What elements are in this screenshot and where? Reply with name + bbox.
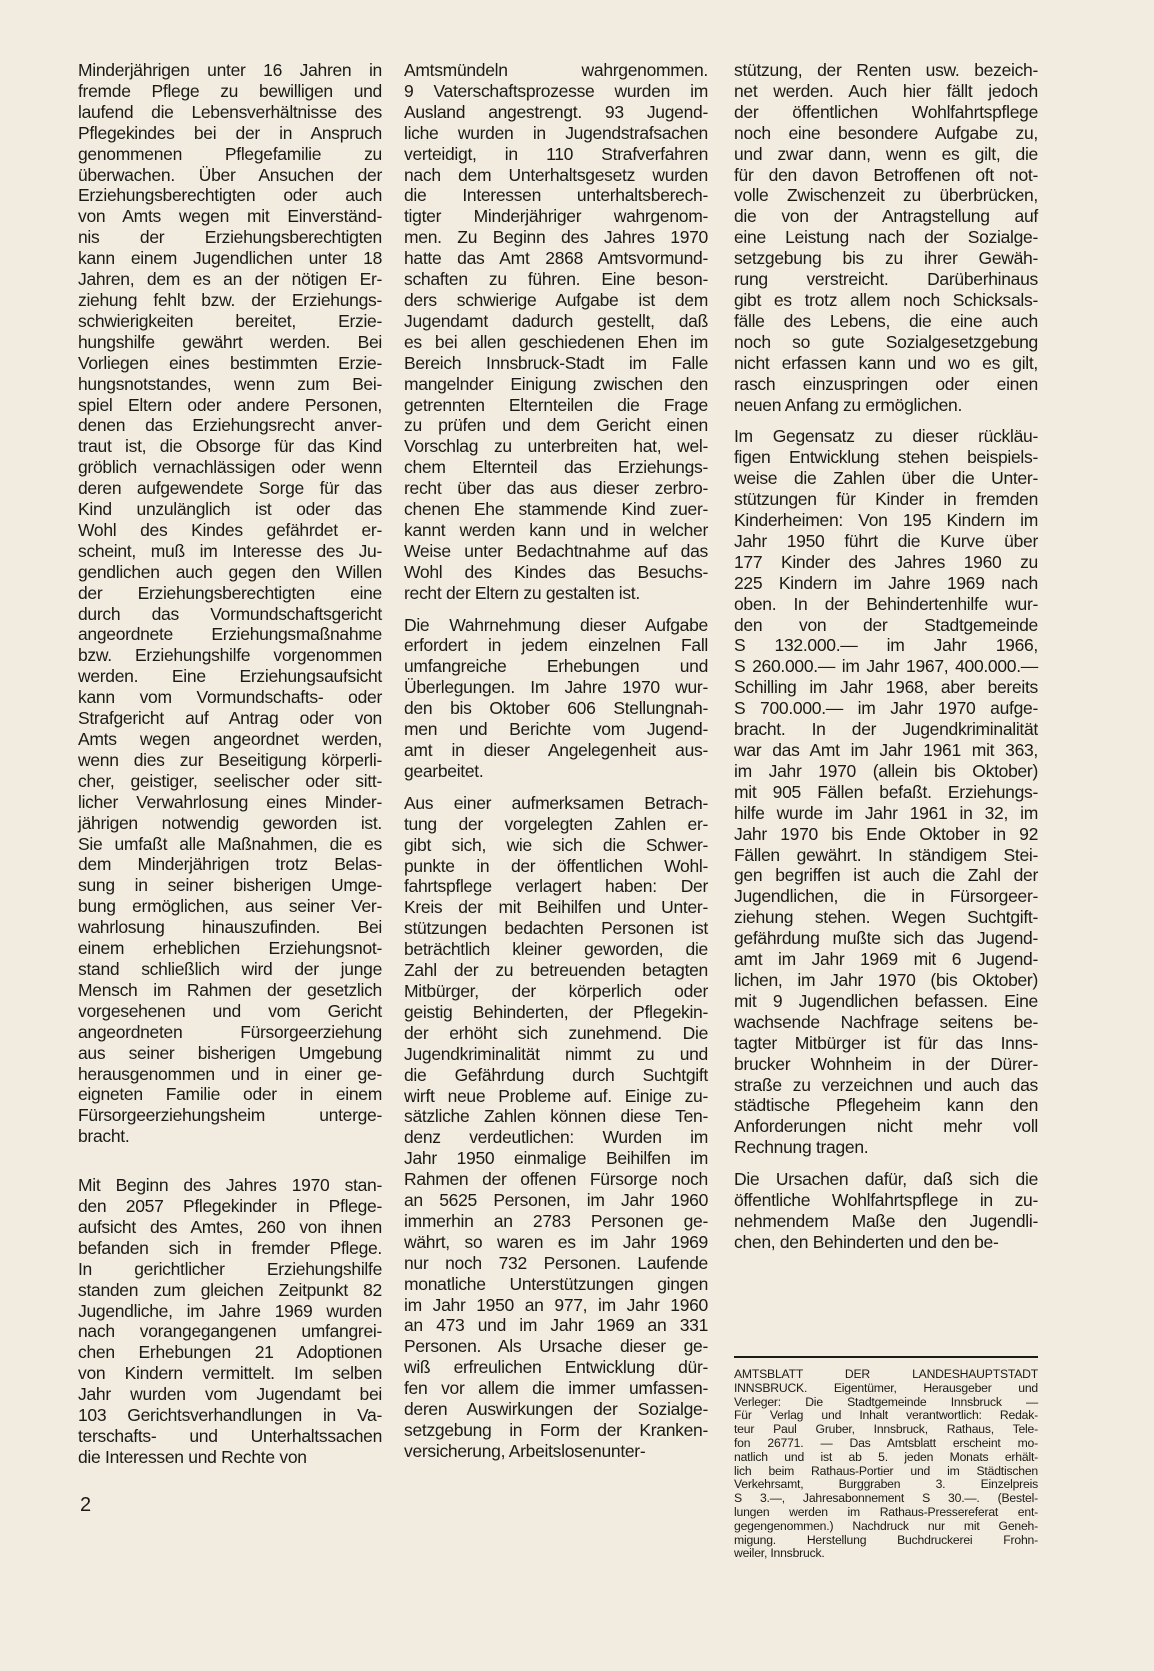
text-line: Jugendkriminalität nimmt zu und (404, 1043, 708, 1064)
text-line: fälle des Lebens, die eine auch (734, 310, 1038, 331)
text-line: aufsicht des Amtes, 260 von ihnen (78, 1216, 382, 1237)
text-line: Bereich Innsbruck-Stadt im Falle (404, 352, 708, 373)
text-line: chen, den Behinderten und den be- (734, 1231, 999, 1252)
text-line: men. Zu Beginn des Jahres 1970 (404, 227, 708, 248)
text-line: weise die Zahlen über die Unter- (734, 468, 1038, 489)
text-line: traut ist, die Obsorge für das Kind (78, 436, 382, 457)
text-line: figen Entwicklung stehen beispiels- (734, 447, 1038, 468)
text-line: denen das Erziehungsrecht anver- (78, 415, 382, 436)
text-line: hungsnotstandes, wenn zum Bei- (78, 373, 382, 394)
text-line: genommenen Pflegefamilie zu (78, 143, 382, 164)
text-line: den von der Stadtgemeinde (734, 614, 1038, 635)
text-line: immerhin an 2783 Personen ge- (404, 1210, 708, 1231)
text-line: Wohl des Kindes gefährdet er- (78, 519, 382, 540)
text-line: recht der Eltern zu gestalten ist. (404, 582, 640, 603)
text-line: noch eine besondere Aufgabe zu, (734, 122, 1038, 143)
text-line: laufend die Lebensverhältnisse des (78, 101, 382, 122)
text-line: den bis Oktober 606 Stellungnah- (404, 698, 708, 719)
text-line: geistig Behinderten, der Pflegekin- (404, 1001, 708, 1022)
imprint-line: fon 26771. — Das Amtsblatt erscheint mo- (734, 1435, 1038, 1450)
text-line: Amts wegen angeordnet werden, (78, 729, 382, 749)
text-line: im Jahr 1970 (allein bis Oktober) (734, 760, 1038, 781)
text-line: an 473 und im Jahr 1969 an 331 (404, 1315, 708, 1336)
text-line: Strafgericht auf Antrag oder von (78, 708, 382, 729)
imprint-line: Verleger: Die Stadtgemeinde Innsbruck — (734, 1394, 1038, 1409)
text-line: wirft neue Probleme auf. Einige zu- (404, 1085, 708, 1106)
text-line: Im Gegensatz zu dieser rückläu- (734, 426, 1038, 447)
text-line: Weise unter Bedachtnahme auf das (404, 540, 708, 561)
text-line: Mensch im Rahmen der gesetzlich (78, 979, 382, 1000)
text-line: den 2057 Pflegekinder in Pflege- (78, 1196, 382, 1217)
text-line: herausgenommen und in einer ge- (78, 1063, 382, 1084)
imprint-line: lich beim Rathaus-Portier und im Städtischen (734, 1463, 1038, 1478)
text-line: hatte das Amt 2868 Amtsvormund- (404, 248, 708, 269)
text-line: 9 Vaterschaftsprozesse wurden im (404, 80, 708, 101)
text-line: setzgebung in Form der Kranken- (404, 1420, 708, 1440)
text-line: die Interessen unterhaltsberech- (404, 185, 708, 206)
text-line: Jahr 1950 führt die Kurve über (734, 530, 1038, 551)
text-line: gröblich vernachlässigen oder wenn (78, 457, 382, 478)
text-line: Pflegekindes bei der in Anspruch (78, 122, 382, 143)
text-line: 103 Gerichtsverhandlungen in Va- (78, 1405, 382, 1426)
imprint-line: migung. Herstellung Buchdruckerei Frohn- (734, 1532, 1038, 1547)
text-line: wachsende Nachfrage seitens be- (734, 1011, 1038, 1032)
imprint-line: S 3.—, Jahresabonnement S 30.—. (Bestel- (734, 1491, 1038, 1506)
text-line: gefährdung mußte sich das Jugend- (734, 928, 1038, 949)
text-line: Rechnung tragen. (734, 1137, 869, 1158)
text-line: gearbeitet. (404, 760, 484, 781)
text-line: bzw. Erziehungshilfe vorgenommen (78, 645, 382, 666)
paragraph (404, 60, 708, 604)
text-line: angeordnete Erziehungsmaßnahme (78, 624, 382, 645)
text-column-2 (404, 60, 708, 1473)
text-line: setzgebung bis zu ihrer Gewäh- (734, 248, 1038, 269)
imprint-line: natlich und ist ab 5. jeden Monats erhält- (734, 1449, 1038, 1464)
text-line: Fällen gewährt. In ständigem Stei- (734, 844, 1038, 865)
text-line: stützung, der Renten usw. bezeich- (734, 60, 1038, 80)
text-line: 177 Kinder des Jahres 1960 zu (734, 551, 1038, 572)
text-line: nicht erfassen kann und wo es gilt, (734, 352, 1038, 373)
text-line: war das Amt im Jahr 1961 mit 363, (734, 740, 1038, 760)
text-line: umfangreiche Erhebungen und (404, 656, 708, 677)
text-line: Schilling im Jahr 1968, aber bereits (734, 677, 1038, 698)
text-line: Kinderheimen: Von 195 Kindern im (734, 510, 1038, 531)
paragraph (734, 1169, 1038, 1253)
text-line: mit 905 Fällen befaßt. Erziehungs- (734, 781, 1038, 802)
text-line: die Interessen und Rechte von (78, 1446, 307, 1467)
text-line: ziehung fehlt bzw. der Erziehungs- (78, 289, 382, 310)
text-line: Ausland angestrengt. 93 Jugend- (404, 101, 708, 122)
text-line: rung verstreicht. Darüberhinaus (734, 269, 1038, 290)
text-line: bung ermöglichen, aus seiner Ver- (78, 896, 382, 917)
text-line: nach vorangegangenen umfangrei- (78, 1321, 382, 1342)
text-line: kannt werden kann und in welcher (404, 519, 708, 540)
text-line: Anforderungen nicht mehr voll (734, 1116, 1038, 1137)
text-line: chem Elternteil das Erziehungs- (404, 457, 708, 478)
imprint-line: weiler, Innsbruck. (734, 1546, 825, 1561)
text-line: liche wurden in Jugendstrafsachen (404, 122, 708, 143)
text-line: von Amts wegen mit Einverständ- (78, 206, 382, 227)
text-line: fahrtspflege verlagert haben: Der (404, 876, 708, 897)
text-line: S 700.000.— im Jahr 1970 aufge- (734, 698, 1038, 719)
text-line: bracht. (78, 1126, 130, 1147)
text-line: die von der Antragstellung auf (734, 206, 1038, 227)
text-line: durch das Vormundschaftsgericht (78, 603, 382, 624)
text-line: tung der vorgelegten Zahlen er- (404, 813, 708, 834)
imprint (734, 1356, 1038, 1561)
text-line: angeordneten Fürsorgeerziehung (78, 1021, 382, 1042)
text-line: Die Wahrnehmung dieser Aufgabe (404, 614, 708, 635)
text-line: Amtsmündeln wahrgenommen. (404, 60, 708, 80)
paragraph (734, 426, 1038, 1158)
text-line: beträchtlich kleiner geworden, die (404, 939, 708, 960)
text-line: stützungen für Kinder in fremden (734, 489, 1038, 510)
imprint-line: gegengenommen.) Nachdruck nur mit Geneh- (734, 1518, 1038, 1533)
text-line: sätzliche Zahlen können diese Ten- (404, 1106, 708, 1127)
text-line: verteidigt, in 110 Strafverfahren (404, 143, 708, 164)
text-line: von Kindern vermittelt. Im selben (78, 1363, 382, 1384)
text-line: Jahren, dem es an der nötigen Er- (78, 269, 382, 290)
text-line: städtische Pflegeheim kann den (734, 1095, 1038, 1116)
text-line: terschafts- und Unterhaltssachen (78, 1426, 382, 1446)
imprint-line: Verkehrsamt, Burggraben 3. Einzelpreis (734, 1477, 1038, 1492)
text-line: mit 9 Jugendlichen befassen. Eine (734, 990, 1038, 1011)
text-line: oben. In der Behindertenhilfe wur- (734, 593, 1038, 614)
text-line: Die Ursachen dafür, daß sich die (734, 1169, 1038, 1190)
text-line: Erziehungsberechtigten oder auch (78, 185, 382, 206)
text-line: vorgesehenen und vom Gericht (78, 1000, 382, 1021)
text-line: stützungen bedachten Personen ist (404, 918, 708, 939)
paragraph (404, 793, 708, 1462)
text-line: Rahmen der offenen Fürsorge noch (404, 1169, 708, 1190)
text-line: es bei allen geschiedenen Ehen im (404, 331, 708, 352)
text-line: kann vom Vormundschafts- oder (78, 687, 382, 708)
text-line: sung in seiner bisherigen Umge- (78, 875, 382, 896)
text-line: tigter Minderjähriger wahrgenom- (404, 206, 708, 227)
text-column-1 (78, 60, 382, 1496)
text-line: zu prüfen und dem Gericht einen (404, 415, 708, 436)
text-line: Aus einer aufmerksamen Betrach- (404, 792, 708, 813)
text-line: schaften zu führen. Eine beson- (404, 269, 708, 290)
text-line: aus seiner bisherigen Umgebung (78, 1042, 382, 1063)
text-line: wiß erfreulichen Entwicklung dür- (404, 1357, 708, 1378)
text-line: wahrlosung hinauszufinden. Bei (78, 917, 382, 938)
text-line: Sie umfaßt alle Maßnahmen, die es (78, 833, 382, 854)
text-line: Personen. Als Ursache dieser ge- (404, 1336, 708, 1357)
text-line: cher, geistiger, seelischer oder sitt- (78, 770, 382, 791)
text-line: hungshilfe gewährt werden. Bei (78, 331, 382, 352)
text-line: Jugendamt dadurch gestellt, daß (404, 310, 708, 331)
text-line: stand schließlich wird der junge (78, 958, 382, 979)
text-line: amt in dieser Angelegenheit aus- (404, 740, 708, 760)
paragraph (404, 615, 708, 782)
text-line: Fürsorgeerziehungsheim unterge- (78, 1105, 382, 1126)
text-line: die Gefährdung durch Suchtgift (404, 1064, 708, 1085)
text-line: Jugendlichen, die in Fürsorgeer- (734, 886, 1038, 907)
text-line: Wohl des Kindes das Besuchs- (404, 561, 708, 582)
text-line: im Jahr 1950 an 977, im Jahr 1960 (404, 1294, 708, 1315)
text-line: bracht. In der Jugendkriminalität (734, 719, 1038, 740)
text-line: amt im Jahr 1969 mit 6 Jugend- (734, 949, 1038, 970)
text-line: nehmendem Maße den Jugendli- (734, 1210, 1038, 1231)
text-line: und zwar dann, wenn es gilt, die (734, 143, 1038, 164)
text-line: Minderjährigen unter 16 Jahren in (78, 60, 382, 80)
text-line: Mitbürger, der körperlich oder (404, 980, 708, 1001)
paragraph (734, 60, 1038, 415)
text-line: getrennten Elternteilen die Frage (404, 394, 708, 415)
text-line: neuen Anfang zu ermöglichen. (734, 394, 963, 415)
text-line: gibt sich, wie sich die Schwer- (404, 834, 708, 855)
text-line: nur noch 732 Personen. Laufende (404, 1252, 708, 1273)
text-line: Kind unzulänglich ist oder das (78, 499, 382, 520)
text-line: eigneten Familie oder in einem (78, 1084, 382, 1105)
text-line: Jahr 1950 einmalige Beihilfen im (404, 1148, 708, 1169)
text-line: Jugendliche, im Jahre 1969 wurden (78, 1300, 382, 1321)
text-line: nach dem Unterhaltsgesetz wurden (404, 164, 708, 185)
text-line: für den davon Betroffenen oft not- (734, 164, 1038, 185)
text-line: fen vor allem die immer umfassen- (404, 1378, 708, 1399)
text-line: erfordert in jedem einzelnen Fall (404, 635, 708, 656)
text-line: tagter Mitbürger ist für das Inns- (734, 1032, 1038, 1053)
text-line: der erhöht sich zunehmend. Die (404, 1022, 708, 1043)
text-line: scheint, muß im Interesse des Ju- (78, 540, 382, 561)
paragraph (78, 60, 382, 1147)
text-line: dem Minderjährigen trotz Belas- (78, 854, 382, 875)
text-line: jährigen notwendig geworden ist. (78, 812, 382, 833)
text-line: straße zu verzeichnen und auch das (734, 1074, 1038, 1095)
text-line: ziehung stehen. Wegen Suchtgift- (734, 907, 1038, 928)
text-line: fremde Pflege zu bewilligen und (78, 80, 382, 101)
text-line: gen begriffen ist auch die Zahl der (734, 865, 1038, 886)
text-line: kann einem Jugendlichen unter 18 (78, 248, 382, 269)
text-line: brucker Wohnheim in der Dürer- (734, 1053, 1038, 1074)
imprint-line: lungen werden im Rathaus-Pressereferat ent- (734, 1504, 1038, 1519)
text-line: überwachen. Über Ansuchen der (78, 164, 382, 185)
text-line: S 260.000.— im Jahr 1967, 400.000.— (734, 656, 1038, 677)
text-line: versicherung, Arbeitslosenunter- (404, 1440, 646, 1461)
text-line: gibt es trotz allem noch Schicksals- (734, 289, 1038, 310)
text-line: Jahr 1970 bis Ende Oktober in 92 (734, 823, 1038, 844)
text-line: men und Berichte vom Jugend- (404, 719, 708, 740)
text-line: deren Auswirkungen der Sozialge- (404, 1399, 708, 1420)
text-line: Jahr wurden vom Jugendamt bei (78, 1384, 382, 1405)
text-line: Zahl der zu betreuenden betagten (404, 960, 708, 981)
text-line: chen Erhebungen 21 Adoptionen (78, 1342, 382, 1363)
imprint-line: teur Paul Gruber, Innsbruck, Rathaus, Tele- (734, 1422, 1038, 1437)
text-line: eine Leistung nach der Sozialge- (734, 227, 1038, 248)
text-line: monatliche Unterstützungen gingen (404, 1273, 708, 1294)
text-line: rasch einzuspringen oder einen (734, 373, 1038, 394)
text-line: standen zum gleichen Zeitpunkt 82 (78, 1279, 382, 1300)
text-line: hilfe wurde im Jahr 1961 in 32, im (734, 802, 1038, 823)
text-line: 225 Kindern im Jahre 1969 nach (734, 572, 1038, 593)
text-line: In gerichtlicher Erziehungshilfe (78, 1258, 382, 1279)
text-line: spiel Eltern oder andere Personen, (78, 394, 382, 415)
text-line: gendlichen auch gegen den Willen (78, 561, 382, 582)
text-line: S 132.000.— im Jahr 1966, (734, 635, 1038, 656)
text-line: Vorschlag zu unterbreiten hat, wel- (404, 436, 708, 457)
paragraph (78, 1175, 382, 1468)
imprint-line: Für Verlag und Inhalt verantwortlich: Redak- (734, 1408, 1038, 1423)
text-line: an 5625 Personen, im Jahr 1960 (404, 1190, 708, 1211)
text-line: recht über das aus dieser zerbro- (404, 478, 708, 499)
text-line: nis der Erziehungsberechtigten (78, 227, 382, 248)
text-line: einem erheblichen Erziehungsnot- (78, 938, 382, 959)
text-line: licher Verwahrlosung eines Minder- (78, 791, 382, 812)
text-line: chenen Ehe stammende Kind zuer- (404, 499, 708, 520)
text-line: net werden. Auch hier fällt jedoch (734, 80, 1038, 101)
imprint-line: INNSBRUCK. Eigentümer, Herausgeber und (734, 1380, 1038, 1395)
text-line: wenn dies zur Beseitigung körperli- (78, 749, 382, 770)
text-line: lichen, im Jahr 1970 (bis Oktober) (734, 969, 1038, 990)
text-line: noch so gute Sozialgesetzgebung (734, 331, 1038, 352)
text-line: befanden sich in fremder Pflege. (78, 1237, 382, 1258)
text-line: mangelnder Einigung zwischen den (404, 373, 708, 394)
text-line: Kreis der mit Beihilfen und Unter- (404, 897, 708, 918)
text-line: währt, so waren es im Jahr 1969 (404, 1231, 708, 1252)
text-line: schwierigkeiten bereitet, Erzie- (78, 310, 382, 331)
page-number: 2 (80, 1494, 92, 1516)
text-line: ders schwierige Aufgabe ist dem (404, 289, 708, 310)
text-line: der öffentlichen Wohlfahrtspflege (734, 101, 1038, 122)
text-line: werden. Eine Erziehungsaufsicht (78, 666, 382, 687)
text-line: punkte in der öffentlichen Wohl- (404, 855, 708, 876)
imprint-line: AMTSBLATT DER LANDESHAUPTSTADT (734, 1367, 1038, 1381)
text-line: der Erziehungsberechtigten eine (78, 582, 382, 603)
text-line: Mit Beginn des Jahres 1970 stan- (78, 1175, 382, 1196)
text-line: Vorliegen eines bestimmten Erzie- (78, 352, 382, 373)
text-line: denz verdeutlichen: Wurden im (404, 1127, 708, 1148)
text-line: volle Zwischenzeit zu überbrücken, (734, 185, 1038, 206)
text-line: deren aufgewendete Sorge für das (78, 478, 382, 499)
text-column-3 (734, 60, 1038, 1264)
text-line: öffentliche Wohlfahrtspflege in zu- (734, 1190, 1038, 1211)
text-line: Überlegungen. Im Jahre 1970 wur- (404, 677, 708, 698)
